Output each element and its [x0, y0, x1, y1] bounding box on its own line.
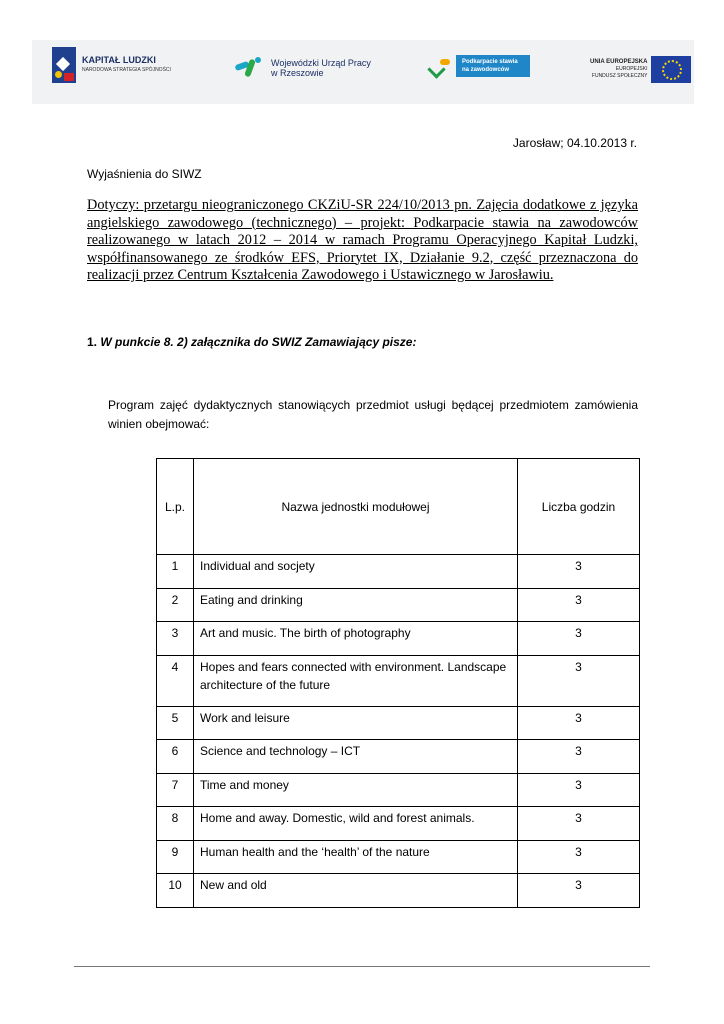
table-row: [157, 740, 640, 774]
row-hours: 3: [518, 706, 640, 740]
table-row: [157, 706, 640, 740]
kapital-ludzki-icon: [52, 47, 76, 83]
row-lp: 9: [157, 840, 194, 874]
wup-line1: Wojewódzki Urząd Pracy: [271, 58, 371, 68]
table-row: [157, 622, 640, 656]
row-lp: 8: [157, 807, 194, 841]
row-module-name: Eating and drinking: [194, 588, 518, 622]
row-lp: 1: [157, 555, 194, 589]
kapital-ludzki-logo: [52, 47, 171, 83]
row-lp: 2: [157, 588, 194, 622]
point-number: 1.: [87, 335, 98, 349]
kapital-ludzki-name: KAPITAŁ LUDZKI: [82, 55, 156, 65]
row-hours: 3: [518, 622, 640, 656]
row-hours: 3: [518, 874, 640, 908]
row-hours: 3: [518, 807, 640, 841]
eu-logo: [590, 56, 691, 83]
header-lp: L.p.: [157, 459, 194, 555]
eu-line3: FUNDUSZ SPOŁECZNY: [591, 73, 648, 79]
podkarpacie-logo: [430, 55, 530, 77]
row-hours: 3: [518, 740, 640, 774]
row-module-name: New and old: [194, 874, 518, 908]
row-lp: 5: [157, 706, 194, 740]
intro-paragraph: Program zajęć dydaktycznych stanowiących przedmiot usługi będącej przedmiotem zamówienia winien obejmować:: [108, 398, 638, 431]
table-header-row: [157, 459, 640, 555]
explanations-title: Wyjaśnienia do SIWZ: [87, 167, 202, 181]
row-hours: 3: [518, 840, 640, 874]
row-lp: 10: [157, 874, 194, 908]
table-row: [157, 840, 640, 874]
row-hours: 3: [518, 588, 640, 622]
subject-paragraph: Dotyczy: przetargu nieograniczonego CKZiU-SR 224/10/2013 pn. Zajęcia dodatkowe z języka angielskiego zawodowego (technicznego) – projekt: Podkarpacie stawia na zawodowców realizowanego w latach 2012 – 2014 w ramach Programu Operacyjnego Kapitał Ludzki, współfinansowanego ze środków EFS, Priorytet IX, Działanie 9.2, część przeznaczona do realizacji przez Centrum Kształcenia Zawodowego i Ustawicznego w Jarosławiu.: [87, 197, 638, 283]
wup-bird-icon: [235, 55, 265, 81]
point-text: W punkcie 8. 2) załącznika do SWIZ Zamawiający pisze:: [100, 335, 417, 349]
table-row: [157, 773, 640, 807]
header-hours: Liczba godzin: [518, 459, 640, 555]
header-module-name: Nazwa jednostki modułowej: [194, 459, 518, 555]
eu-line1: UNIA EUROPEJSKA: [590, 59, 648, 65]
row-lp: 6: [157, 740, 194, 774]
wup-line2: w Rzeszowie: [271, 68, 324, 78]
footer-divider: [74, 966, 650, 967]
row-module-name: Time and money: [194, 773, 518, 807]
row-module-name: Work and leisure: [194, 706, 518, 740]
row-module-name: Science and technology – ICT: [194, 740, 518, 774]
wup-rzeszow-logo: [235, 55, 371, 81]
row-module-name: Human health and the ‘health’ of the nature: [194, 840, 518, 874]
podkarpacie-line1: Podkarpacie stawia: [462, 59, 518, 65]
podkarpacie-line2: na zawodowców: [462, 67, 510, 73]
modules-table: [156, 458, 640, 908]
table-row: [157, 807, 640, 841]
podkarpacie-check-icon: [430, 57, 452, 75]
row-module-name: Hopes and fears connected with environment. Landscape architecture of the future: [194, 655, 518, 706]
row-lp: 4: [157, 655, 194, 706]
point-heading: [87, 335, 416, 349]
kapital-ludzki-subtitle: NARODOWA STRATEGIA SPÓJNOŚCI: [82, 67, 171, 73]
row-lp: 7: [157, 773, 194, 807]
table-row: [157, 874, 640, 908]
eu-flag-icon: [651, 56, 691, 83]
row-module-name: Individual and socjety: [194, 555, 518, 589]
table-row: [157, 588, 640, 622]
table-row: [157, 555, 640, 589]
row-hours: 3: [518, 555, 640, 589]
row-lp: 3: [157, 622, 194, 656]
eu-line2: EUROPEJSKI: [615, 66, 648, 72]
row-module-name: Home and away. Domestic, wild and forest animals.: [194, 807, 518, 841]
row-hours: 3: [518, 773, 640, 807]
document-date: Jarosław; 04.10.2013 r.: [512, 136, 637, 150]
row-module-name: Art and music. The birth of photography: [194, 622, 518, 656]
table-row: [157, 655, 640, 706]
row-hours: 3: [518, 655, 640, 706]
